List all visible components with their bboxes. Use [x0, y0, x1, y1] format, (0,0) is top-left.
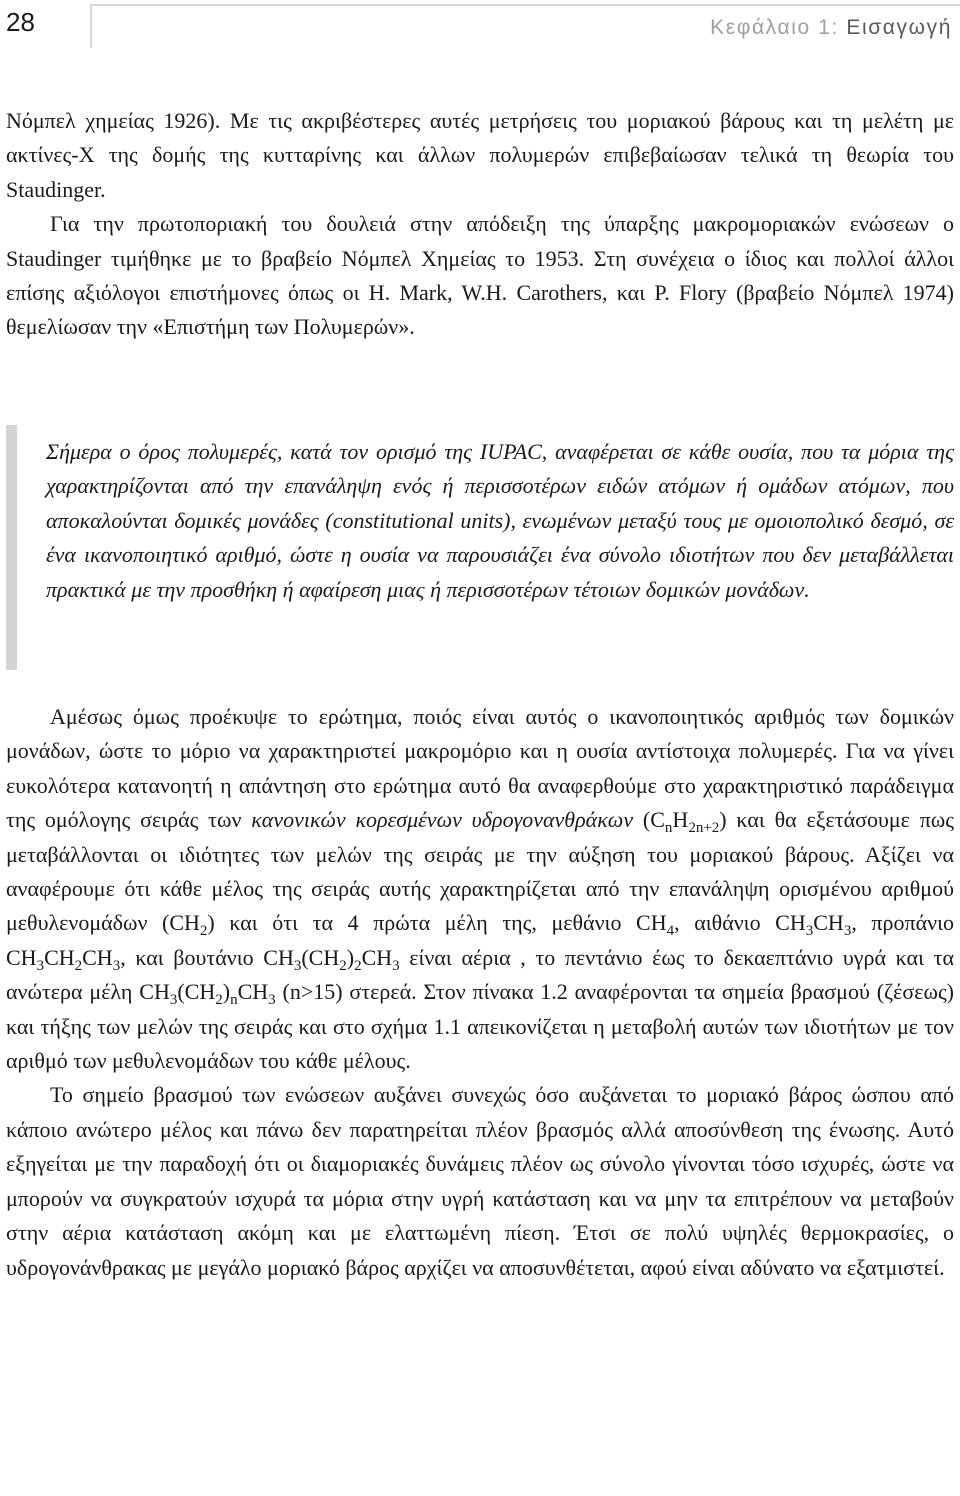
chapter-label: Κεφάλαιο 1: — [710, 16, 839, 39]
paragraph-staudinger-nobel: Για την πρωτοποριακή του δουλειά στην απόδειξη της ύπαρξης μακρομοριακών ενώσεων ο Staudinger τιμήθηκε με το βραβείο Νόμπελ Χημείας το 1953. Στη συνέχεια ο ίδιος και πολλοί άλλοι επίσης αξιόλογοι επιστήμονες όπως οι H. Mark, W.H. Carothers, και P. Flory (βραβείο Νόμπελ 1974) θεμελίωσαν την «Επιστήμη των Πολυμερών». — [6, 211, 954, 340]
chapter-name: Εισαγωγή — [846, 16, 952, 39]
paragraph-alkanes: Αμέσως όμως προέκυψε το ερώτημα, ποιός είναι αυτός ο ικανοποιητικός αριθμός των δομικών μονάδων, ώστε το μόριο να χαρακτηριστεί μακρομόριο και η ουσία αντίστοιχα πολυμερές. Για να γίνει ευκολότερα κατανοητή η απάντηση στο ερώτημα αυτό θα αναφερθούμε στο χαρακτηριστικό παράδειγμα της ομόλογης σειράς των κανονικών κορεσμένων υδρογονανθράκων $(C_nH_{2n+2})$ και θα εξετάσουμε πως μεταβάλλονται οι ιδιότητες των μελών της σειράς με την αύξηση του μοριακού βάρους. Αξίζει να αναφέρουμε ότι κάθε μέλος της σειράς αυτής χαρακτηρίζεται από την επανάληψη ορισμένου αριθμού μεθυλενομάδων $(CH_2)$ και ότι τα 4 πρώτα μέλη της, μεθάνιο $CH_4$, αιθάνιο $CH_3CH_3$, προπάνιο $CH_3CH_2CH_3$, και βουτάνιο $CH_3(CH_2)_2CH_3$ είναι αέρια , το πεντάνιο έως το δεκαεπτάνιο υγρά και τα ανώτερα μέλη $CH_3(CH_2)_nCH_3$ (n>15) στερεά. Στον πίνακα 1.2 αναφέρονται τα σημεία βρασμού (ζέσεως) και τήξης των μελών της σειράς και στο σχήμα 1.1 απεικονίζεται η μεταβολή αυτών των ιδιοτήτων με τον αριθμό των μεθυλενομάδων του κάθε μέλους. — [6, 704, 955, 1074]
chapter-title — [710, 14, 952, 42]
page-number: 28 — [6, 7, 35, 37]
main-section — [6, 700, 954, 1285]
page-header — [0, 0, 960, 50]
definition-text: Σήμερα ο όρος πολυμερές, κατά τον ορισμό της IUPAC, αναφέρεται σε κάθε ουσία, που τα μόρια της χαρακτηρίζονται από την επανάληψη ενός ή περισσοτέρων ειδών ατόμων ή ομάδων ατόμων, που αποκαλούνται δομικές μονάδες (constitutional units), ενωμένων μεταξύ τους με ομοιοπολικό δεσμό, σε ένα ικανοποιητικό αριθμό, ώστε η ουσία να παρουσιάζει ένα σύνολο ιδιοτήτων που δεν μεταβάλλεται πρακτικά με την προσθήκη ή αφαίρεση μιας ή περισσοτέρων τέτοιων δομικών μονάδων. — [46, 439, 954, 602]
iupac-definition — [46, 413, 954, 629]
paragraph-continuation: Νόμπελ χημείας 1926). Με τις ακριβέστερες αυτές μετρήσεις του μοριακού βάρους και τη μελέτη με ακτίνες-Χ της δομής της κυτταρίνης και άλλων πολυμερών επιβεβαίωσαν τελικά τη θεωρία του Staudinger. — [6, 108, 954, 202]
header-rule — [90, 4, 960, 6]
paragraph-boiling-point: Το σημείο βρασμού των ενώσεων αυξάνει συνεχώς όσο αυξάνεται το μοριακό βάρος ώσπου από κάποιο ανώτερο μέλος και πάνω δεν παρατηρείται πλέον βρασμός αλλά αποσύνθεση της ένωσης. Αυτό εξηγείται με την παραδοχή ότι οι διαμοριακές δυνάμεις πλέον ως σύνολο γίνονται τόσο ισχυρές, ώστε να μπορούν να συγκρατούν ισχυρά τα μόρια στην υγρή κατάσταση και να μην τα επιτρέπουν να μεταβούν στην αέρια κατάσταση ακόμη και με ελαττωμένη πίεση. Έτσι σε πολύ υψηλές θερμοκρασίες, ο υδρογονάνθρακας με μεγάλο μοριακό βάρος αρχίζει να αποσυνθέτεται, αφού είναι αδύνατο να εξατμιστεί. — [6, 1082, 954, 1280]
intro-section — [6, 104, 954, 345]
header-divider — [90, 4, 92, 48]
definition-sidebar-bar — [6, 425, 17, 670]
